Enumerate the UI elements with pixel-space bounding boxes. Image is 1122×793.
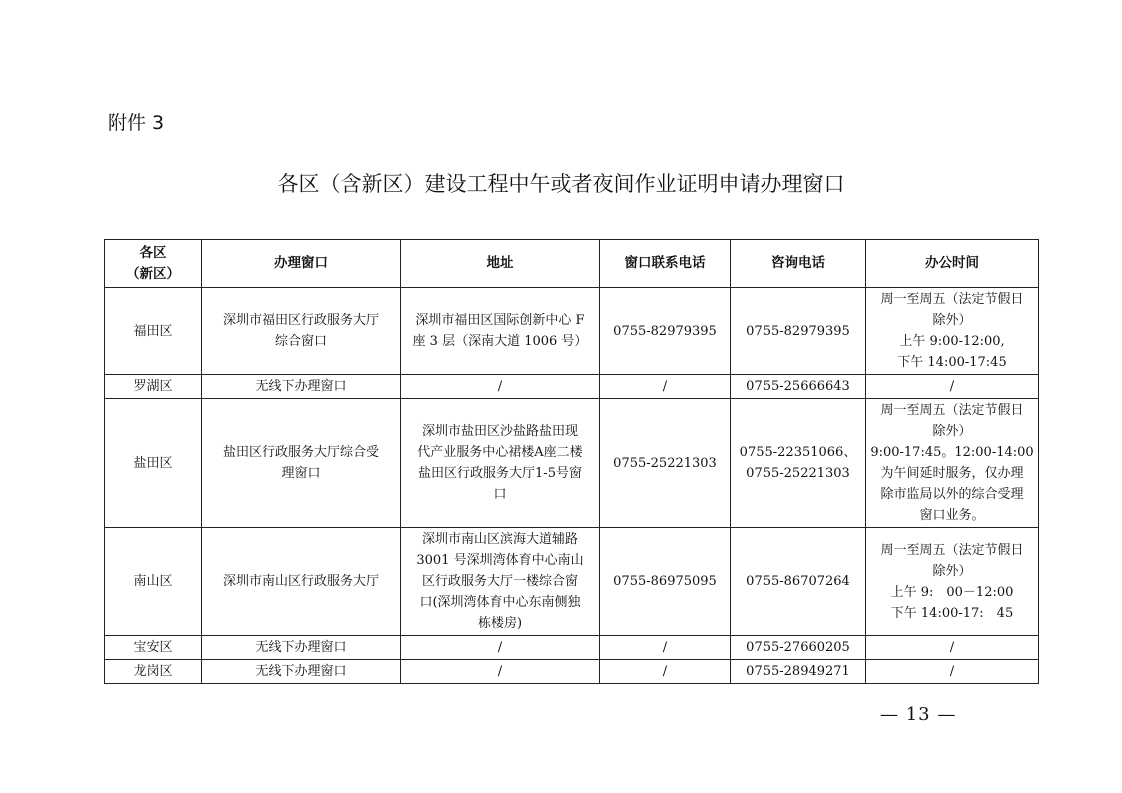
cell-line: 0755-86707264 xyxy=(746,574,850,589)
cell-line: 口(深圳湾体育中心东南侧独 xyxy=(419,595,581,610)
cell-line: 深圳市南山区行政服务大厅 xyxy=(222,574,379,589)
cell-line: 0755-22351066、 xyxy=(739,445,857,460)
cell-line: 上午 9: 00－12:00 xyxy=(890,584,1014,600)
window-phone-cell xyxy=(600,636,731,660)
cell-line: 罗湖区 xyxy=(133,379,173,394)
cell-line: 福田区 xyxy=(133,323,173,339)
consult-phone-cell xyxy=(731,375,866,399)
cell-line: 除外） xyxy=(932,313,972,328)
window-cell xyxy=(202,399,401,528)
header-address xyxy=(401,240,600,288)
cell-line: 栋楼房) xyxy=(477,616,523,631)
cell-line: 深圳市福田区国际创新中心 F xyxy=(415,313,585,328)
cell-line: / xyxy=(497,640,503,655)
cell-line: / xyxy=(949,640,955,655)
cell-line: 上午 9:00-12:00, xyxy=(899,334,1005,349)
cell-line: 办理窗口 xyxy=(274,255,328,271)
hours-cell xyxy=(866,660,1039,684)
cell-line: 3001 号深圳湾体育中心南山 xyxy=(416,553,584,568)
cell-line: 为午间延时服务，仅办理 xyxy=(880,466,1024,481)
consult-phone-cell xyxy=(731,660,866,684)
cell-line: 咨询电话 xyxy=(771,255,825,271)
hours-cell xyxy=(866,399,1039,528)
cell-line: 0755-25221303 xyxy=(746,466,850,481)
cell-line: / xyxy=(949,379,955,394)
cell-line: 座 3 层（深南大道 1006 号） xyxy=(412,334,588,349)
cell-line: 周一至周五（法定节假日 xyxy=(880,292,1024,307)
document-title: 各区（含新区）建设工程中午或者夜间作业证明申请办理窗口 xyxy=(277,172,845,196)
cell-line: 南山区 xyxy=(133,574,173,589)
cell-line: 宝安区 xyxy=(133,640,173,655)
address-cell xyxy=(401,288,600,375)
table-row xyxy=(105,660,1039,684)
hours-cell xyxy=(866,528,1039,636)
header-window xyxy=(202,240,401,288)
district-cell xyxy=(105,636,202,660)
cell-line: 口 xyxy=(493,487,507,502)
cell-line: 办公时间 xyxy=(925,255,979,271)
table-row xyxy=(105,375,1039,399)
cell-line: 0755-86975095 xyxy=(613,574,717,589)
hours-cell xyxy=(866,288,1039,375)
cell-line: 除外） xyxy=(932,424,972,439)
hours-cell xyxy=(866,375,1039,399)
cell-line: 窗口联系电话 xyxy=(624,255,706,271)
cell-line: / xyxy=(497,379,503,394)
window-phone-cell xyxy=(600,660,731,684)
cell-line: 9:00-17:45。12:00-14:00 xyxy=(870,445,1034,460)
cell-line: / xyxy=(662,664,668,679)
district-cell xyxy=(105,528,202,636)
address-cell xyxy=(401,375,600,399)
cell-line: 各区 xyxy=(139,244,167,261)
cell-line: / xyxy=(949,664,955,679)
cell-line: 0755-25221303 xyxy=(613,455,717,471)
consult-phone-cell xyxy=(731,399,866,528)
cell-line: / xyxy=(662,379,668,394)
cell-line: 无线下办理窗口 xyxy=(255,640,347,655)
cell-line: 无线下办理窗口 xyxy=(255,379,347,394)
cell-line: / xyxy=(497,664,503,679)
cell-line: 周一至周五（法定节假日 xyxy=(880,542,1024,558)
cell-line: 下午 14:00-17:45 xyxy=(897,355,1007,370)
district-cell xyxy=(105,375,202,399)
cell-line: 盐田区行政服务大厅综合受 xyxy=(222,445,379,460)
table-row xyxy=(105,528,1039,636)
district-cell xyxy=(105,288,202,375)
cell-line: 无线下办理窗口 xyxy=(255,664,347,679)
table-row xyxy=(105,288,1039,375)
cell-line: 深圳市盐田区沙盐路盐田现 xyxy=(421,424,578,439)
cell-line: 0755-82979395 xyxy=(746,323,850,339)
cell-line: 地址 xyxy=(486,255,514,271)
page-number: — 13 — xyxy=(880,704,957,725)
hours-cell xyxy=(866,636,1039,660)
header-window-phone xyxy=(600,240,731,288)
cell-line: （新区） xyxy=(126,265,180,282)
window-phone-cell xyxy=(600,288,731,375)
window-phone-cell xyxy=(600,399,731,528)
table-row xyxy=(105,399,1039,528)
cell-line: 理窗口 xyxy=(281,466,321,481)
cell-line: 深圳市南山区滨海大道辅路 xyxy=(421,532,578,547)
table-row xyxy=(105,636,1039,660)
table-body xyxy=(105,288,1039,684)
cell-line: 窗口业务。 xyxy=(919,508,985,523)
window-cell xyxy=(202,660,401,684)
cell-line: 区行政服务大厅一楼综合窗 xyxy=(421,574,578,589)
cell-line: / xyxy=(662,640,668,655)
cell-line: 代产业服务中心裙楼A座二楼 xyxy=(417,445,583,460)
cell-line: 0755-25666643 xyxy=(746,379,850,394)
header-hours xyxy=(866,240,1039,288)
cell-line: 0755-27660205 xyxy=(746,640,850,655)
cell-line: 周一至周五（法定节假日 xyxy=(880,403,1024,418)
consult-phone-cell xyxy=(731,636,866,660)
address-cell xyxy=(401,399,600,528)
district-cell xyxy=(105,399,202,528)
cell-line: 0755-82979395 xyxy=(613,323,717,339)
address-cell xyxy=(401,660,600,684)
cell-line: 深圳市福田区行政服务大厅 xyxy=(222,313,379,328)
cell-line: 除外） xyxy=(932,563,972,579)
table-header-row xyxy=(105,240,1039,288)
cell-line: 盐田区 xyxy=(133,455,173,471)
window-cell xyxy=(202,636,401,660)
header-district xyxy=(105,240,202,288)
cell-line: 下午 14:00-17: 45 xyxy=(890,605,1014,621)
address-cell xyxy=(401,528,600,636)
cell-line: 除市监局以外的综合受理 xyxy=(880,487,1024,502)
window-phone-cell xyxy=(600,528,731,636)
window-cell xyxy=(202,288,401,375)
window-cell xyxy=(202,375,401,399)
attachment-label: 附件 3 xyxy=(108,112,165,134)
cell-line: 盐田区行政服务大厅1-5号窗 xyxy=(418,466,582,481)
window-cell xyxy=(202,528,401,636)
consult-phone-cell xyxy=(731,288,866,375)
consult-phone-cell xyxy=(731,528,866,636)
service-window-table xyxy=(104,239,1039,684)
header-consult-phone xyxy=(731,240,866,288)
cell-line: 龙岗区 xyxy=(133,664,173,679)
address-cell xyxy=(401,636,600,660)
window-phone-cell xyxy=(600,375,731,399)
cell-line: 0755-28949271 xyxy=(746,664,850,679)
cell-line: 综合窗口 xyxy=(274,334,327,349)
district-cell xyxy=(105,660,202,684)
